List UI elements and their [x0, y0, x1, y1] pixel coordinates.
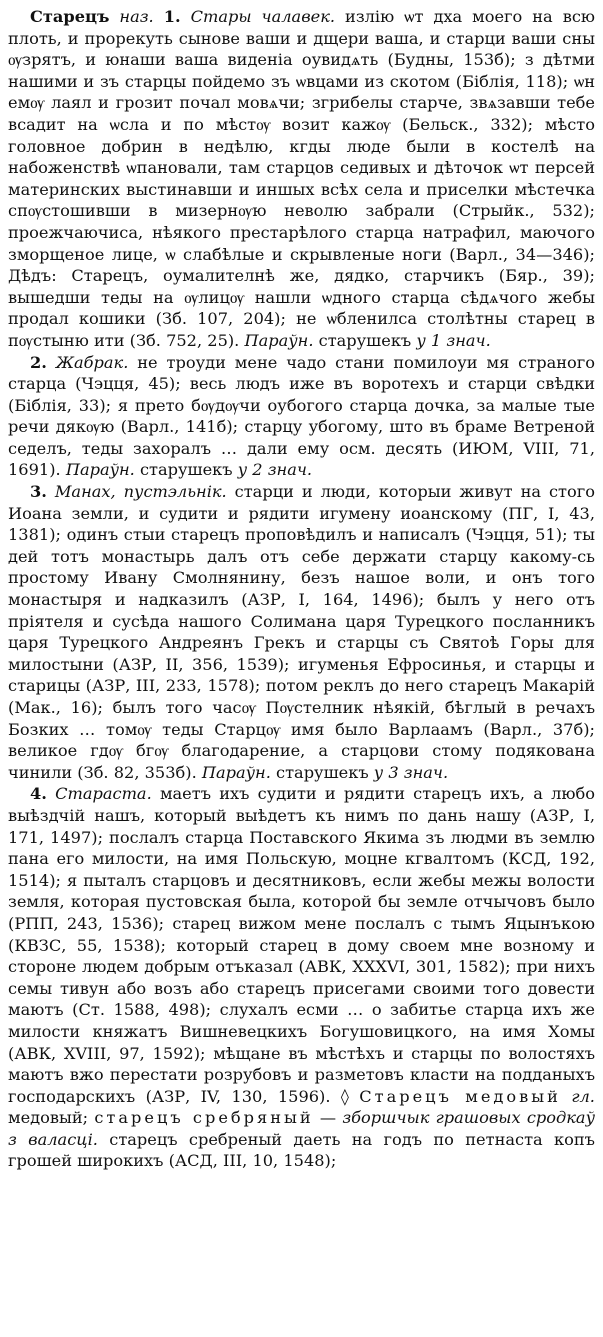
- sense-text: маетъ ихъ судити и рядити старецъ ихъ, а любо выѣздчій нашъ, который выѣдетъ къ нимъ по дань нашу (АЗР, I, 171, 1497); послалъ старца Поставского Якима зъ людми въ землю пана его милости, на имя Польскую, моцне кгвалтомъ (КСД, 192, 1514); я пыталъ старцовъ и десятниковъ, если жебы межы волости земля, которая пустовская была, которой бы земле отчычовъ было (РПП, 243, 1536); старец вижом мене послалъ с тымъ Яцынъкою (КВЗС, 55, 1538); который старец в дому своем мне возному и стороне людем добрым отъказал (АВК, XXXVI, 301, 1582); при нихъ семы тивун або возъ або старецъ присегами своими того довести маютъ (Ст. 1588, 498); слухалъ есми … о забитье старца ихъ же милости княжатъ Вишневецкихъ Богушовицкого, на имя Хомы (АВК, XVIII, 97, 1592); мѣщане въ мѣстѣхъ и старцы по волостяхъ маютъ вжо перестати розрубовъ и разметовъ класти на подданыхъ господарскихъ (АЗР, IV, 130, 1596).: [8, 784, 595, 1106]
- sense-4: [8, 783, 595, 1172]
- derivative-label: Параўн.: [65, 460, 135, 480]
- derivative-word: старушекъ: [139, 460, 233, 480]
- sense-number: 4.: [30, 784, 47, 804]
- derivative-label: Параўн.: [201, 762, 271, 782]
- phrase-2: старецъ сребряный: [94, 1108, 314, 1128]
- headword: Старецъ: [30, 7, 110, 26]
- sense-1: [8, 6, 595, 352]
- sense-text: излію ѡт дха моего на всю плоть, и прорекуть сынове ваши и дщери ваша, и старци ваши сны ѹзрятъ, и юнаши ваша виденіа оувидѧть (Будны, 153б); з дѣтми нашими и зъ старцы пойдемо зъ ѡвцами из скотом (Біблія, 118); ѡн емѹ лаял и грозит почал мовѧчи; згрибелы старче, звѧзавши тебе всадит на ѡсла и по мѣстѹ возит кажѹ (Бельск., 332); мѣсто головное добрин в недѣлю, кгды люде были в костелѣ на набоженствѣ ѡпановали, там старцов седивых и дѣточок ѡт персей материнских выстинавши и иншых всѣх села и приселки мѣстечка спѹстошивши в мизернѹю неволю забрали (Стрыйк., 532); проежчаючиса, нѣякого престарѣлого старца натрафил, маючого зморщеное лице, ѡ слабѣлые и скрывленые ноги (Варл., 34—346); Дѣдъ: Старецъ, оумалителнѣ же, дядко, старчикъ (Бяр., 39); вышедши теды на ѹлицѹ нашли ѡдного старца сѣдѧчого жебы продал кошики (Зб. 107, 204); не ѡбленилса столѣтны старец в пѹстыню ити (Зб. 752, 25).: [8, 7, 595, 350]
- sense-gloss: Стараста.: [55, 784, 152, 804]
- sense-text: старци и люди, которыи живут на стого Иоана земли, и судити и рядити игумену иоанскому (ПГ, I, 43, 1381); одинъ стыи старецъ проповѣдилъ и написалъ (Чэцця, 51); ты дей тотъ монастырь далъ отъ себе держати старцу какому-сь простому Ивану Смолнянину, безъ нашое воли, и онъ того монастыря и надказилъ (АЗР, I, 164, 1496); былъ у него отъ пріятеля и сусѣда нашого Солимана царя Турецкого посланникъ царя Турецкого Андреянъ Грекъ и старцы съ Святоѣ Горы для милостыни (АЗР, II, 356, 1539); игуменья Ефросинья, и старцы и старицы (АЗР, III, 233, 1578); потом реклъ до него старецъ Макарій (Мак., 16); былъ того часѹ Пѹстелник нѣякій, бѣглый в речахъ Бозких … томѹ теды Старцѹ имя было Варлаамъ (Варл., 37б); великое гдѹ бгѹ благодарение, а старцови стому подякована чинили (Зб. 82, 353б).: [8, 482, 595, 782]
- sense-gloss: Жабрак.: [55, 352, 129, 372]
- sense-number: 2.: [30, 352, 47, 372]
- sense-2: [8, 352, 595, 482]
- phrase-2-dash: —: [319, 1108, 337, 1128]
- grammar-label: наз.: [119, 7, 154, 26]
- sense-number: 1.: [163, 7, 181, 26]
- sense-gloss: Манах, пустэльнік.: [54, 482, 227, 502]
- derivative-ref: у 3 знач.: [373, 762, 449, 782]
- phrase-1-abbr: гл.: [571, 1086, 595, 1106]
- derivative-label: Параўн.: [244, 330, 314, 350]
- phrase-1: Старецъ медовый: [359, 1086, 561, 1106]
- derivative-word: старушекъ: [276, 762, 369, 782]
- phrase-marker: ◊: [340, 1086, 349, 1106]
- derivative-word: старушекъ: [318, 330, 412, 350]
- derivative-ref: у 2 знач.: [237, 460, 313, 480]
- phrase-1-ref: медовый;: [8, 1108, 89, 1128]
- phrase-2-gloss: зборшчык грашовых сродкаў з валасці.: [8, 1108, 595, 1149]
- sense-3: [8, 481, 595, 783]
- sense-text: не троуди мене чадо стани помилоуи мя страного старца (Чэцця, 45); весь людъ иже въ воротехъ и старци свѣдки (Біблія, 33); я прето бѹдѹчи оубогого старца дочка, за малые тые речи дякѹю (Варл., 141б); старцу убогому, што въ браме Ветреной седелъ, теды захоралъ … дали ему осм. десять (ИЮМ, VIII, 71, 1691).: [8, 352, 595, 480]
- sense-number: 3.: [30, 482, 47, 502]
- sense-gloss: Стары чалавек.: [190, 7, 336, 26]
- phrase-2-text: старецъ сребреный даеть на годъ по петнаста копъ грошей широкихъ (АСД, III, 10, 1548);: [8, 1129, 595, 1171]
- derivative-ref: у 1 знач.: [416, 330, 491, 350]
